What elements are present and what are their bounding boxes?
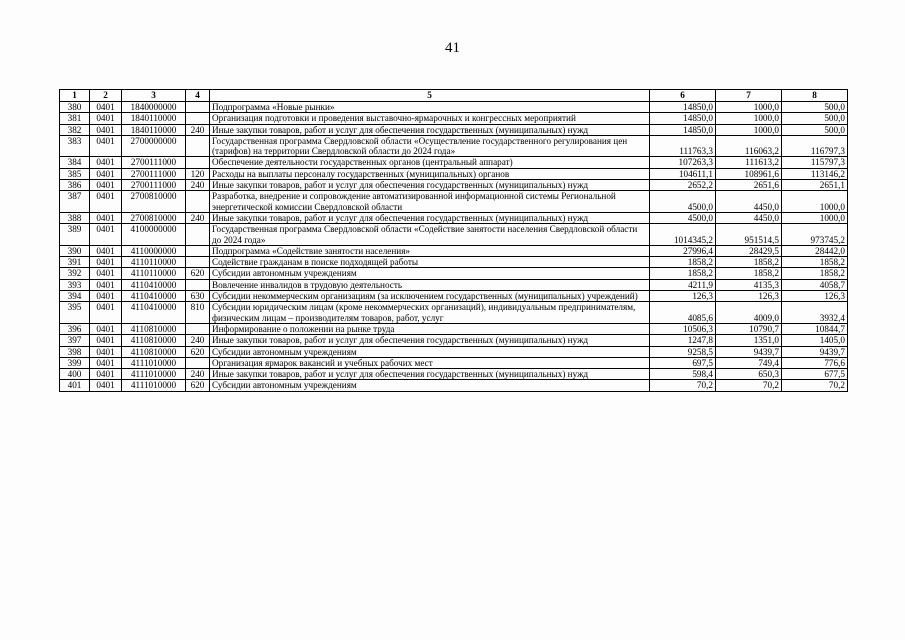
expense-type-cell: 240	[186, 335, 210, 346]
row-number-cell: 385	[60, 168, 90, 179]
row-number-cell: 390	[60, 245, 90, 256]
expense-type-cell	[186, 135, 210, 157]
table-row	[60, 180, 848, 191]
description-cell: Субсидии автономным учреждениям	[210, 346, 650, 357]
section-code-cell: 0401	[90, 323, 122, 334]
amount-col6-cell: 1858,2	[650, 268, 716, 279]
expense-type-cell	[186, 357, 210, 368]
amount-col6-cell: 1858,2	[650, 257, 716, 268]
expense-type-cell: 810	[186, 302, 210, 324]
amount-col7-cell: 749,4	[716, 357, 782, 368]
table-row	[60, 369, 848, 380]
amount-col6-cell: 2652,2	[650, 180, 716, 191]
expense-type-cell	[186, 323, 210, 334]
expense-type-cell: 620	[186, 346, 210, 357]
amount-col8-cell: 4058,7	[782, 279, 848, 290]
row-number-cell: 380	[60, 102, 90, 113]
column-header: 2	[90, 90, 122, 102]
target-article-cell: 1840110000	[122, 124, 186, 135]
row-number-cell: 388	[60, 212, 90, 223]
section-code-cell: 0401	[90, 135, 122, 157]
section-code-cell: 0401	[90, 268, 122, 279]
row-number-cell: 389	[60, 224, 90, 246]
description-cell: Субсидии автономным учреждениям	[210, 380, 650, 391]
expense-type-cell	[186, 245, 210, 256]
amount-col6-cell: 4500,0	[650, 191, 716, 213]
amount-col8-cell: 115797,3	[782, 157, 848, 168]
row-number-cell: 396	[60, 323, 90, 334]
expense-type-cell: 120	[186, 168, 210, 179]
description-cell: Расходы на выплаты персоналу государственных (муниципальных) органов	[210, 168, 650, 179]
description-cell: Вовлечение инвалидов в трудовую деятельность	[210, 279, 650, 290]
column-header: 8	[782, 90, 848, 102]
amount-col8-cell: 973745,2	[782, 224, 848, 246]
amount-col6-cell: 1014345,2	[650, 224, 716, 246]
amount-col6-cell: 104611,1	[650, 168, 716, 179]
table-row	[60, 124, 848, 135]
amount-col7-cell: 1000,0	[716, 113, 782, 124]
expense-type-cell: 240	[186, 212, 210, 223]
table-header-row	[60, 90, 848, 102]
amount-col7-cell: 1000,0	[716, 124, 782, 135]
target-article-cell: 2700000000	[122, 135, 186, 157]
description-cell: Организация подготовки и проведения выставочно-ярмарочных и конгрессных мероприятий	[210, 113, 650, 124]
target-article-cell: 2700111000	[122, 168, 186, 179]
amount-col8-cell: 10844,7	[782, 323, 848, 334]
target-article-cell: 2700111000	[122, 157, 186, 168]
amount-col6-cell: 107263,3	[650, 157, 716, 168]
expense-type-cell	[186, 102, 210, 113]
amount-col7-cell: 9439,7	[716, 346, 782, 357]
section-code-cell: 0401	[90, 157, 122, 168]
section-code-cell: 0401	[90, 335, 122, 346]
amount-col6-cell: 697,5	[650, 357, 716, 368]
amount-col8-cell: 9439,7	[782, 346, 848, 357]
expense-type-cell	[186, 113, 210, 124]
expense-type-cell	[186, 279, 210, 290]
amount-col7-cell: 1000,0	[716, 102, 782, 113]
target-article-cell: 4110810000	[122, 346, 186, 357]
amount-col8-cell: 70,2	[782, 380, 848, 391]
table-row	[60, 291, 848, 302]
description-cell: Иные закупки товаров, работ и услуг для обеспечения государственных (муниципальных) нужд	[210, 335, 650, 346]
section-code-cell: 0401	[90, 357, 122, 368]
table-row	[60, 380, 848, 391]
amount-col7-cell: 126,3	[716, 291, 782, 302]
table-body	[60, 102, 848, 392]
table-row	[60, 302, 848, 324]
amount-col7-cell: 70,2	[716, 380, 782, 391]
budget-table	[59, 89, 848, 392]
amount-col8-cell: 677,5	[782, 369, 848, 380]
target-article-cell: 4110410000	[122, 302, 186, 324]
row-number-cell: 382	[60, 124, 90, 135]
amount-col6-cell: 111763,3	[650, 135, 716, 157]
expense-type-cell: 620	[186, 380, 210, 391]
description-cell: Субсидии автономным учреждениям	[210, 268, 650, 279]
amount-col7-cell: 4450,0	[716, 191, 782, 213]
target-article-cell: 4100000000	[122, 224, 186, 246]
row-number-cell: 401	[60, 380, 90, 391]
target-article-cell: 4111010000	[122, 380, 186, 391]
amount-col7-cell: 111613,2	[716, 157, 782, 168]
table-row	[60, 168, 848, 179]
description-cell: Разработка, внедрение и сопровождение автоматизированной информационной системы Региональной энергетической комиссии Свердловской области	[210, 191, 650, 213]
amount-col6-cell: 598,4	[650, 369, 716, 380]
expense-type-cell: 630	[186, 291, 210, 302]
section-code-cell: 0401	[90, 212, 122, 223]
description-cell: Обеспечение деятельности государственных органов (центральный аппарат)	[210, 157, 650, 168]
table-row	[60, 212, 848, 223]
amount-col8-cell: 1858,2	[782, 257, 848, 268]
section-code-cell: 0401	[90, 168, 122, 179]
amount-col6-cell: 4500,0	[650, 212, 716, 223]
amount-col8-cell: 500,0	[782, 102, 848, 113]
amount-col8-cell: 1000,0	[782, 212, 848, 223]
description-cell: Содействие гражданам в поиске подходящей работы	[210, 257, 650, 268]
row-number-cell: 381	[60, 113, 90, 124]
column-header: 7	[716, 90, 782, 102]
amount-col7-cell: 1858,2	[716, 257, 782, 268]
target-article-cell: 4110810000	[122, 335, 186, 346]
target-article-cell: 1840110000	[122, 113, 186, 124]
section-code-cell: 0401	[90, 257, 122, 268]
amount-col8-cell: 1000,0	[782, 191, 848, 213]
column-header: 5	[210, 90, 650, 102]
section-code-cell: 0401	[90, 346, 122, 357]
amount-col6-cell: 126,3	[650, 291, 716, 302]
amount-col7-cell: 4009,0	[716, 302, 782, 324]
section-code-cell: 0401	[90, 124, 122, 135]
row-number-cell: 386	[60, 180, 90, 191]
target-article-cell: 4111010000	[122, 369, 186, 380]
row-number-cell: 400	[60, 369, 90, 380]
expense-type-cell	[186, 157, 210, 168]
amount-col6-cell: 70,2	[650, 380, 716, 391]
table-row	[60, 191, 848, 213]
amount-col7-cell: 108961,6	[716, 168, 782, 179]
row-number-cell: 399	[60, 357, 90, 368]
target-article-cell: 2700810000	[122, 191, 186, 213]
row-number-cell: 397	[60, 335, 90, 346]
table-row	[60, 268, 848, 279]
description-cell: Организация ярмарок вакансий и учебных рабочих мест	[210, 357, 650, 368]
column-header: 1	[60, 90, 90, 102]
description-cell: Государственная программа Свердловской области «Осуществление государственного регулирования цен (тарифов) на территории Свердловской области до 2024 года»	[210, 135, 650, 157]
section-code-cell: 0401	[90, 224, 122, 246]
description-cell: Государственная программа Свердловской области «Содействие занятости населения Свердловской области до 2024 года»	[210, 224, 650, 246]
section-code-cell: 0401	[90, 113, 122, 124]
amount-col6-cell: 4085,6	[650, 302, 716, 324]
amount-col8-cell: 126,3	[782, 291, 848, 302]
target-article-cell: 4110810000	[122, 323, 186, 334]
row-number-cell: 384	[60, 157, 90, 168]
amount-col6-cell: 14850,0	[650, 102, 716, 113]
target-article-cell: 2700111000	[122, 180, 186, 191]
amount-col8-cell: 2651,1	[782, 180, 848, 191]
row-number-cell: 387	[60, 191, 90, 213]
amount-col7-cell: 28429,5	[716, 245, 782, 256]
target-article-cell: 4111010000	[122, 357, 186, 368]
amount-col7-cell: 4450,0	[716, 212, 782, 223]
section-code-cell: 0401	[90, 302, 122, 324]
expense-type-cell: 240	[186, 180, 210, 191]
target-article-cell: 2700810000	[122, 212, 186, 223]
amount-col6-cell: 4211,9	[650, 279, 716, 290]
section-code-cell: 0401	[90, 191, 122, 213]
table-row	[60, 346, 848, 357]
amount-col6-cell: 9258,5	[650, 346, 716, 357]
expense-type-cell: 240	[186, 369, 210, 380]
column-header: 3	[122, 90, 186, 102]
description-cell: Субсидии юридическим лицам (кроме некоммерческих организаций), индивидуальным предпринимателям, физическим лицам – производителям товаров, работ, услуг	[210, 302, 650, 324]
amount-col8-cell: 500,0	[782, 113, 848, 124]
amount-col7-cell: 1351,0	[716, 335, 782, 346]
section-code-cell: 0401	[90, 180, 122, 191]
amount-col7-cell: 951514,5	[716, 224, 782, 246]
table-row	[60, 157, 848, 168]
amount-col6-cell: 10506,3	[650, 323, 716, 334]
target-article-cell: 4110410000	[122, 279, 186, 290]
amount-col6-cell: 14850,0	[650, 124, 716, 135]
column-header: 4	[186, 90, 210, 102]
description-cell: Иные закупки товаров, работ и услуг для обеспечения государственных (муниципальных) нужд	[210, 180, 650, 191]
expense-type-cell	[186, 191, 210, 213]
row-number-cell: 392	[60, 268, 90, 279]
amount-col8-cell: 3932,4	[782, 302, 848, 324]
section-code-cell: 0401	[90, 291, 122, 302]
row-number-cell: 394	[60, 291, 90, 302]
section-code-cell: 0401	[90, 102, 122, 113]
table-row	[60, 257, 848, 268]
row-number-cell: 393	[60, 279, 90, 290]
expense-type-cell	[186, 224, 210, 246]
table-row	[60, 323, 848, 334]
expense-type-cell: 240	[186, 124, 210, 135]
table-row	[60, 357, 848, 368]
table-row	[60, 113, 848, 124]
amount-col7-cell: 1858,2	[716, 268, 782, 279]
section-code-cell: 0401	[90, 380, 122, 391]
table-row	[60, 135, 848, 157]
table-row	[60, 102, 848, 113]
row-number-cell: 383	[60, 135, 90, 157]
table-row	[60, 335, 848, 346]
amount-col8-cell: 28442,0	[782, 245, 848, 256]
amount-col6-cell: 1247,8	[650, 335, 716, 346]
description-cell: Подпрограмма «Новые рынки»	[210, 102, 650, 113]
section-code-cell: 0401	[90, 245, 122, 256]
section-code-cell: 0401	[90, 369, 122, 380]
description-cell: Иные закупки товаров, работ и услуг для обеспечения государственных (муниципальных) нужд	[210, 369, 650, 380]
amount-col7-cell: 650,3	[716, 369, 782, 380]
description-cell: Иные закупки товаров, работ и услуг для обеспечения государственных (муниципальных) нужд	[210, 212, 650, 223]
amount-col6-cell: 14850,0	[650, 113, 716, 124]
description-cell: Иные закупки товаров, работ и услуг для обеспечения государственных (муниципальных) нужд	[210, 124, 650, 135]
description-cell: Информирование о положении на рынке труда	[210, 323, 650, 334]
table-row	[60, 224, 848, 246]
amount-col8-cell: 116797,3	[782, 135, 848, 157]
amount-col7-cell: 116063,2	[716, 135, 782, 157]
amount-col7-cell: 2651,6	[716, 180, 782, 191]
amount-col7-cell: 10790,7	[716, 323, 782, 334]
amount-col8-cell: 1405,0	[782, 335, 848, 346]
table-row	[60, 279, 848, 290]
target-article-cell: 1840000000	[122, 102, 186, 113]
amount-col7-cell: 4135,3	[716, 279, 782, 290]
page-number: 41	[445, 40, 460, 56]
description-cell: Подпрограмма «Содействие занятости населения»	[210, 245, 650, 256]
target-article-cell: 4110000000	[122, 245, 186, 256]
section-code-cell: 0401	[90, 279, 122, 290]
target-article-cell: 4110410000	[122, 291, 186, 302]
expense-type-cell: 620	[186, 268, 210, 279]
row-number-cell: 398	[60, 346, 90, 357]
description-cell: Субсидии некоммерческим организациям (за исключением государственных (муниципальных) учреждений)	[210, 291, 650, 302]
amount-col6-cell: 27996,4	[650, 245, 716, 256]
amount-col8-cell: 1858,2	[782, 268, 848, 279]
amount-col8-cell: 113146,2	[782, 168, 848, 179]
row-number-cell: 395	[60, 302, 90, 324]
table-row	[60, 245, 848, 256]
column-header: 6	[650, 90, 716, 102]
amount-col8-cell: 500,0	[782, 124, 848, 135]
expense-type-cell	[186, 257, 210, 268]
row-number-cell: 391	[60, 257, 90, 268]
amount-col8-cell: 776,6	[782, 357, 848, 368]
target-article-cell: 4110110000	[122, 257, 186, 268]
target-article-cell: 4110110000	[122, 268, 186, 279]
